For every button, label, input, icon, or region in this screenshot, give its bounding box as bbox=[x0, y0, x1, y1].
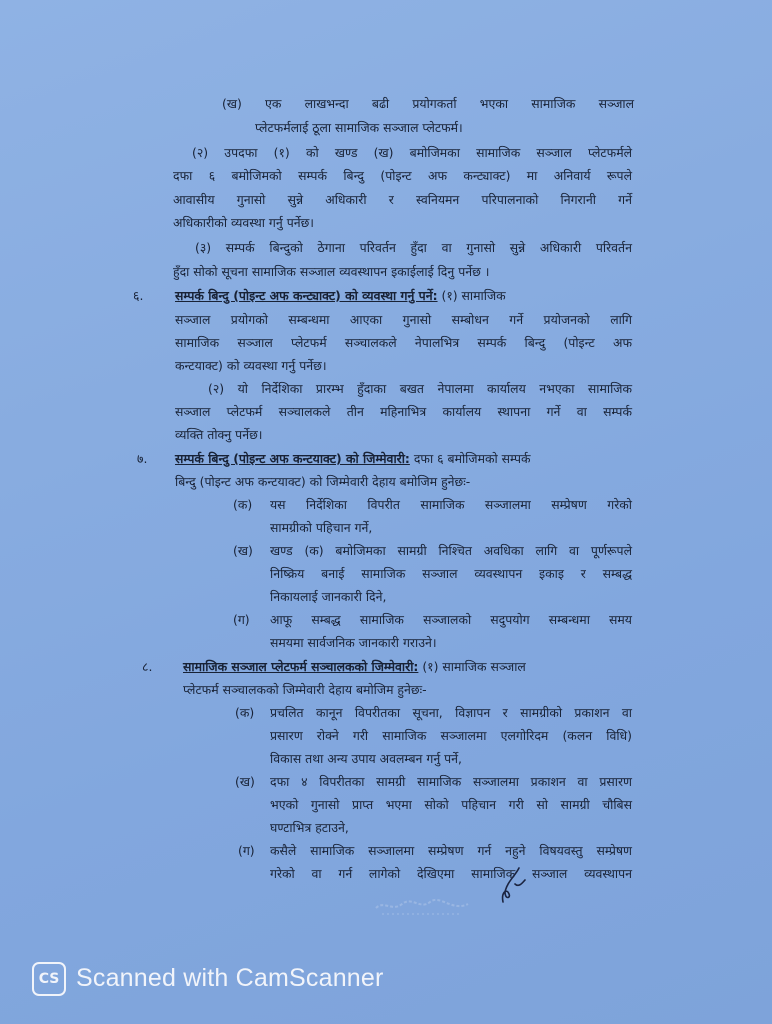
doc-line: कन्टयाक्ट) को व्यवस्था गर्नु पर्नेछ। bbox=[175, 358, 327, 373]
section-heading-line bbox=[175, 451, 531, 467]
section-heading: सम्पर्क बिन्दु (पोइन्ट अफ कन्ट्याक्ट) को व्यवस्था गर्नु पर्ने: bbox=[175, 288, 438, 303]
doc-line: सामग्रीको पहिचान गर्ने, bbox=[270, 520, 373, 535]
clause-marker: (ख) bbox=[233, 543, 253, 558]
clause-marker: (क) bbox=[235, 705, 255, 720]
section-number: ७. bbox=[137, 451, 148, 466]
doc-line: प्लेटफर्मलाई ठूला सामाजिक सञ्जाल प्लेटफर्म। bbox=[255, 120, 463, 135]
doc-line: (१) सामाजिक सञ्जाल bbox=[418, 659, 526, 674]
doc-line: घण्टाभित्र हटाउने, bbox=[270, 820, 349, 835]
doc-line: अधिकारीको व्यवस्था गर्नु पर्नेछ। bbox=[173, 215, 315, 230]
doc-line: (३) सम्पर्क बिन्दुको ठेगाना परिवर्तन हुँदा वा गुनासो सुन्ने अधिकारी परिवर्तन bbox=[195, 240, 632, 255]
signature-mark bbox=[497, 862, 529, 906]
doc-line: निकायलाई जानकारी दिने, bbox=[270, 589, 387, 604]
doc-line: यस निर्देशिका विपरीत सामाजिक सञ्जालमा सम्प्रेषण गरेको bbox=[270, 497, 632, 512]
doc-line: प्रसारण रोक्ने गरी सामाजिक सञ्जालमा एलगोरिदम (कलन विधि) bbox=[270, 728, 632, 743]
doc-line: विकास तथा अन्य उपाय अवलम्बन गर्नु पर्ने, bbox=[270, 751, 462, 766]
doc-line: गरेको वा गर्न लागेको देखिएमा सामाजिक सञ्जाल व्यवस्थापन bbox=[270, 866, 632, 881]
doc-line: प्रचलित कानून विपरीतका सूचना, विज्ञापन र सामग्रीको प्रकाशन वा bbox=[270, 705, 632, 720]
doc-line: आवासीय गुनासो सुन्ने अधिकारी र स्वनियमन परिपालनाको निगरानी गर्ने bbox=[173, 192, 632, 207]
section-heading: सामाजिक सञ्जाल प्लेटफर्म सञ्चालकको जिम्मेवारी: bbox=[183, 659, 419, 674]
section-number: ८. bbox=[142, 659, 153, 674]
camscanner-logo: CS bbox=[32, 962, 66, 996]
doc-line: व्यक्ति तोक्नु पर्नेछ। bbox=[175, 427, 263, 442]
doc-line: बिन्दु (पोइन्ट अफ कन्टयाक्ट) को जिम्मेवारी देहाय बमोजिम हुनेछः- bbox=[175, 474, 471, 489]
doc-line: (१) सामाजिक bbox=[437, 288, 506, 303]
camscanner-watermark-text: Scanned with CamScanner bbox=[76, 964, 384, 992]
clause-marker: (ख) bbox=[235, 774, 255, 789]
doc-line: निष्क्रिय बनाई सामाजिक सञ्जाल व्यवस्थापन इकाइ र सम्बद्ध bbox=[270, 566, 632, 581]
doc-line: (२) यो निर्देशिका प्रारम्भ हुँदाका बखत नेपालमा कार्यालय नभएका सामाजिक bbox=[208, 381, 632, 396]
doc-line: सञ्जाल प्रयोगको सम्बन्धमा आएका गुनासो सम्बोधन गर्ने प्रयोजनको लागि bbox=[175, 312, 632, 327]
section-heading-line bbox=[175, 288, 506, 304]
doc-line: दफा ४ विपरीतका सामग्री सामाजिक सञ्जालमा प्रकाशन वा प्रसारण bbox=[270, 774, 632, 789]
section-heading: सम्पर्क बिन्दु (पोइन्ट अफ कन्टयाक्ट) को जिम्मेवारी: bbox=[175, 451, 410, 466]
doc-line: (ख) एक लाखभन्दा बढी प्रयोगकर्ता भएका सामाजिक सञ्जाल bbox=[222, 96, 634, 111]
doc-line: दफा ६ बमोजिमको सम्पर्क bbox=[409, 451, 531, 466]
doc-line: कसैले सामाजिक सञ्जालमा सम्प्रेषण गर्न नहुने विषयवस्तु सम्प्रेषण bbox=[270, 843, 632, 858]
doc-line: दफा ६ बमोजिमको सम्पर्क बिन्दु (पोइन्ट अफ कन्ट्याक्ट) मा अनिवार्य रूपले bbox=[173, 168, 632, 183]
doc-line: (२) उपदफा (१) को खण्ड (ख) बमोजिमका सामाजिक सञ्जाल प्लेटफर्मले bbox=[192, 145, 632, 160]
clause-marker: (क) bbox=[233, 497, 253, 512]
doc-line: खण्ड (क) बमोजिमका सामग्री निश्चित अवधिका लागि वा पूर्णरूपले bbox=[270, 543, 632, 558]
clause-marker: (ग) bbox=[238, 843, 255, 858]
doc-line: प्लेटफर्म सञ्चालकको जिम्मेवारी देहाय बमोजिम हुनेछः- bbox=[183, 682, 427, 697]
faint-stamp-mark bbox=[372, 888, 472, 920]
section-number: ६. bbox=[133, 288, 144, 303]
doc-line: भएको गुनासो प्राप्त भएमा सोको पहिचान गरी सो सामग्री चौबिस bbox=[270, 797, 632, 812]
doc-line: आफू सम्बद्ध सामाजिक सञ्जालको सदुपयोग सम्बन्धमा समय bbox=[270, 612, 632, 627]
doc-line: समयमा सार्वजनिक जानकारी गराउने। bbox=[270, 635, 437, 650]
doc-line: सञ्जाल प्लेटफर्म सञ्चालकले तीन महिनाभित्र कार्यालय स्थापना गर्ने वा सम्पर्क bbox=[175, 404, 632, 419]
doc-line: हुँदा सोको सूचना सामाजिक सञ्जाल व्यवस्थापन इकाईलाई दिनु पर्नेछ । bbox=[173, 264, 490, 279]
clause-marker: (ग) bbox=[233, 612, 250, 627]
doc-line: सामाजिक सञ्जाल प्लेटफर्म सञ्चालकले नेपालभित्र सम्पर्क बिन्दु (पोइन्ट अफ bbox=[175, 335, 632, 350]
section-heading-line bbox=[183, 659, 526, 675]
